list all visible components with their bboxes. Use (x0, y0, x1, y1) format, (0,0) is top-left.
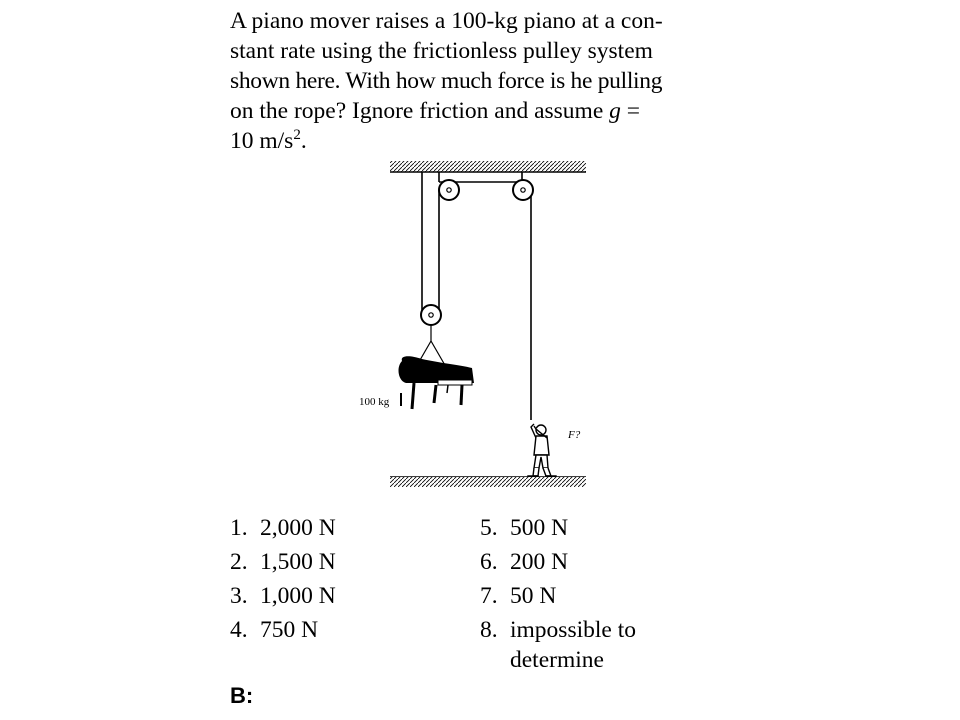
gravity-variable: g (609, 98, 621, 124)
choice-number: 8. (480, 617, 498, 643)
pulley-right-fixed (513, 180, 533, 200)
question-line-4 (230, 96, 750, 126)
cutoff-next-text (230, 683, 260, 708)
choice-7[interactable] (480, 581, 556, 611)
choice-1[interactable] (230, 513, 336, 543)
choice-number: 5. (480, 515, 498, 541)
question-line-5 (230, 126, 750, 156)
ceiling (390, 161, 586, 172)
choice-number: 2. (230, 549, 248, 575)
choice-label: 500 N (510, 515, 569, 541)
question-line-2: stant rate using the frictionless pulley system (230, 38, 653, 64)
period: . (300, 128, 307, 154)
choice-number: 7. (480, 583, 498, 609)
choice-number: 3. (230, 583, 248, 609)
choice-label: 1,500 N (260, 549, 336, 575)
choice-4[interactable] (230, 615, 318, 645)
pulley-movable (421, 305, 441, 325)
gravity-exponent: 2 (293, 127, 301, 143)
choice-number: 6. (480, 549, 498, 575)
person-pulling-rope (528, 424, 556, 479)
cutoff-text: B: (230, 683, 254, 708)
choice-6[interactable] (480, 547, 568, 577)
question-line-3: shown here. With how much force is he pulling (230, 68, 663, 94)
floor (390, 477, 586, 487)
pulley-left-fixed (439, 180, 459, 200)
gravity-value: 10 m/s (230, 128, 294, 154)
piano (399, 356, 474, 409)
choice-label: 50 N (510, 583, 557, 609)
choice-label: impossible to determine (510, 617, 636, 673)
equals-sign: = (620, 98, 641, 124)
choice-number: 4. (230, 617, 248, 643)
choice-label: 1,000 N (260, 583, 336, 609)
pulley-diagram (350, 155, 600, 495)
choice-label: 2,000 N (260, 515, 336, 541)
question-text (230, 6, 750, 156)
choice-label: 200 N (510, 549, 569, 575)
question-line-4-text: on the rope? Ignore friction and assume (230, 98, 610, 124)
force-label: F? (568, 429, 581, 441)
choice-number: 1. (230, 515, 248, 541)
choice-3[interactable] (230, 581, 336, 611)
choice-5[interactable] (480, 513, 568, 543)
mass-label: 100 kg (359, 396, 390, 408)
question-line-1: A piano mover raises a 100-kg piano at a con- (230, 8, 663, 34)
choice-8[interactable] (480, 615, 700, 675)
choice-2[interactable] (230, 547, 336, 577)
choice-label: 750 N (260, 617, 319, 643)
